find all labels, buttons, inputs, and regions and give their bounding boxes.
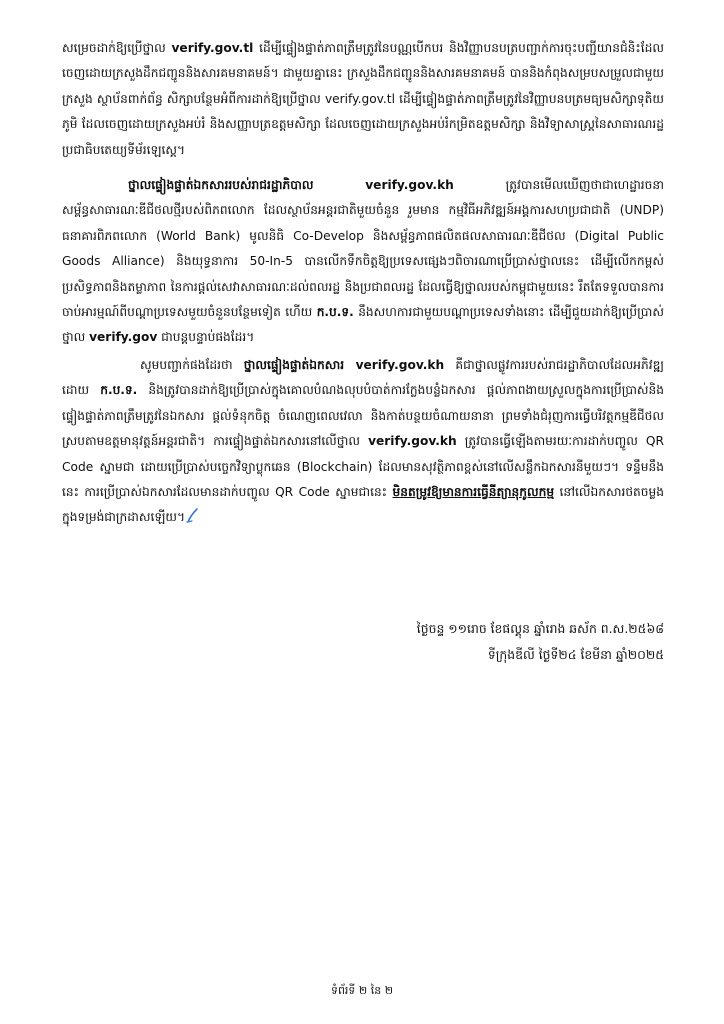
paragraph-1: [62, 36, 664, 163]
paragraph-2-text-2: នឹងសហការជាមួយបណ្ដាប្រទេសទាំងនោះ ដើម្បីជួយដាក់ឱ្យប្រើប្រាស់ថ្នាល: [62, 305, 664, 345]
paragraph-2: [62, 173, 664, 351]
page-footer: [0, 984, 724, 1000]
domain-verify-gov-kh: verify.gov.kh: [368, 434, 457, 449]
no-notarization-notice: មិនតម្រូវឱ្យមានការធ្វើនីត្យានុកូលកម្ម: [392, 484, 555, 499]
date-block: [417, 616, 664, 668]
paragraph-2-text-1: ត្រូវបានមើលឃើញថាជាហេដ្ឋារចនាសម្ព័ន្ធសាធារណៈឌីជីថលថ្មីរបស់ពិភពលោក ដែលស្ថាប័នអន្តរជាតិមួយចំនួន រួមមាន កម្មវិធីអភិវឌ្ឍន៍អង្គការសហប្រជាជាតិ (UNDP) ធនាគារពិភពលោក (World Bank) មូលនិធិ Co-Develop និងសម្ព័ន្ធភាពផលិតផលសាធារណៈឌីជីថល (Digital Public Goods Alliance) និងយុទ្ធនាការ 50-In-5 បានលើកទឹកចិត្តឱ្យប្រទេសផ្សេងៗពិចារណាប្រើប្រាស់ថ្នាលនេះ ដើម្បីលើកកម្ពស់ប្រសិទ្ធភាពនិងតម្លាភាព នៃការផ្ដល់សេវាសាធារណៈដល់ពលរដ្ឋ និងប្រជាពលរដ្ឋ ដែលធ្វើឱ្យថ្នាលរបស់កម្ពុជាមួយនេះ រឹតតែទទួលបានការចាប់អារម្មណ៍ពីបណ្ដាប្រទេសមួយចំនួនបន្ថែមទៀត ហើយ: [62, 178, 665, 320]
ministry-abbreviation: ក.ប.ទ.: [316, 305, 354, 320]
platform-heading: ថ្នាលផ្ទៀងផ្ទាត់ឯកសាររបស់រាជរដ្ឋាភិបាល: [128, 178, 314, 193]
paragraph-1-text-2: ដើម្បីផ្ទៀងផ្ទាត់ភាពត្រឹមត្រូវនៃបណ្ណបើកបរ និងវិញ្ញាបនបត្របញ្ជាក់ការចុះបញ្ជីយានជំនិះដែលចេញដោយក្រសួងដឹកជញ្ជូននិងសារគមនាគមន៍។ ជាមួយគ្នានេះ ក្រសួងដឹកជញ្ជូននិងសារគមនាគមន៍ បាននិងកំពុងសម្របសម្រួលជាមួយក្រសួង ស្ថាប័នពាក់ព័ន្ធ សិក្សាបន្ថែមអំពីការដាក់ឱ្យប្រើថ្នាល verify.gov.tl ដើម្បីផ្ទៀងផ្ទាត់ភាពត្រឹមត្រូវនៃវិញ្ញាបនបត្រមធ្យមសិក្សាទុតិយភូមិ ដែលចេញដោយក្រសួងអប់រំ និងសញ្ញាបត្រឧត្តមសិក្សា ដែលចេញដោយក្រសួងអប់រំកម្រិតឧត្តមសិក្សា និងវិទ្យាសាស្ត្រនៃសាធារណរដ្ឋប្រជាធិបតេយ្យទីម័រឡេស្តេ។: [62, 41, 664, 157]
paragraph-2-text-3: ជាបន្តបន្ទាប់ផងដែរ។: [157, 330, 255, 345]
paragraph-3: [62, 353, 664, 531]
solar-date: ទីក្រុងឌីលី ថ្ងៃទី២៤ ខែមីនា ឆ្នាំ២០២៥: [487, 647, 664, 662]
pen-stroke-icon: [185, 508, 199, 524]
domain-verify-gov: verify.gov: [89, 330, 158, 345]
ministry-abbreviation: ក.ប.ទ.: [100, 383, 138, 398]
paragraph-1-text-1: សម្រេចដាក់ឱ្យប្រើថ្នាល: [62, 41, 172, 55]
paragraph-3-text-4: ត្រូវបានធ្វើឡើងតាមរយៈការដាក់បញ្ចូល QR Code ស្នាមជា ដោយប្រើប្រាស់បច្ចេកវិទ្យាប្លុកឆេន (Blockchain) ដែលមានសុវត្ថិភាពខ្ពស់នៅលើសន្លឹកឯកសារនីមួយៗ។ ទន្ទឹមនឹងនេះ ការប្រើប្រាស់ឯកសារដែលមានដាក់បញ្ចូល QR Code ស្នាមជានេះ: [62, 434, 664, 499]
paragraph-3-text-2: គឺជាថ្នាលផ្លូវការរបស់រាជរដ្ឋាភិបាលដែលអភិវឌ្ឍដោយ: [62, 357, 664, 398]
domain-verify-gov-kh: verify.gov.kh: [365, 178, 454, 193]
paragraph-3-text-1: សូមបញ្ជាក់ផងដែរថា: [140, 357, 244, 372]
paragraph-3-text-5: នៅលើឯកសារថតចម្លងក្នុងទម្រង់ជាក្រដាសឡើយ។: [62, 484, 664, 525]
platform-heading-kh: ថ្នាលផ្ទៀងផ្ទាត់ឯកសារ verify.gov.kh: [243, 357, 445, 372]
document-body: [62, 36, 664, 531]
domain-verify-gov-tl: verify.gov.tl: [171, 41, 254, 55]
page-number: ទំព័រទី ២ នៃ ២: [330, 984, 394, 997]
paragraph-3-text-3: និងត្រូវបានដាក់ឱ្យប្រើប្រាស់ក្នុងគោលបំណងលុបបំបាត់ការក្លែងបន្លំឯកសារ ផ្ដល់ភាពងាយស្រួលក្នុងការប្រើប្រាស់និងផ្ទៀងផ្ទាត់ភាពត្រឹមត្រូវនៃឯកសារ ផ្ដល់ទំនុកចិត្ត ចំណេញពេលវេលា និងកាត់បន្ថយចំណាយនានា ព្រមទាំងជំរុញការធ្វើបរិវត្តកម្មឌីជីថល ស្របតាមឧត្ដមានុវត្តន៍អន្តរជាតិ។ ការផ្ទៀងផ្ទាត់ឯកសារនៅលើថ្នាល: [62, 383, 664, 449]
lunar-date: ថ្ងៃចន្ទ ១១រោច ខែផល្គុន ឆ្នាំរោង ឆស័ក ព.ស.២៥៦៨: [416, 621, 664, 636]
